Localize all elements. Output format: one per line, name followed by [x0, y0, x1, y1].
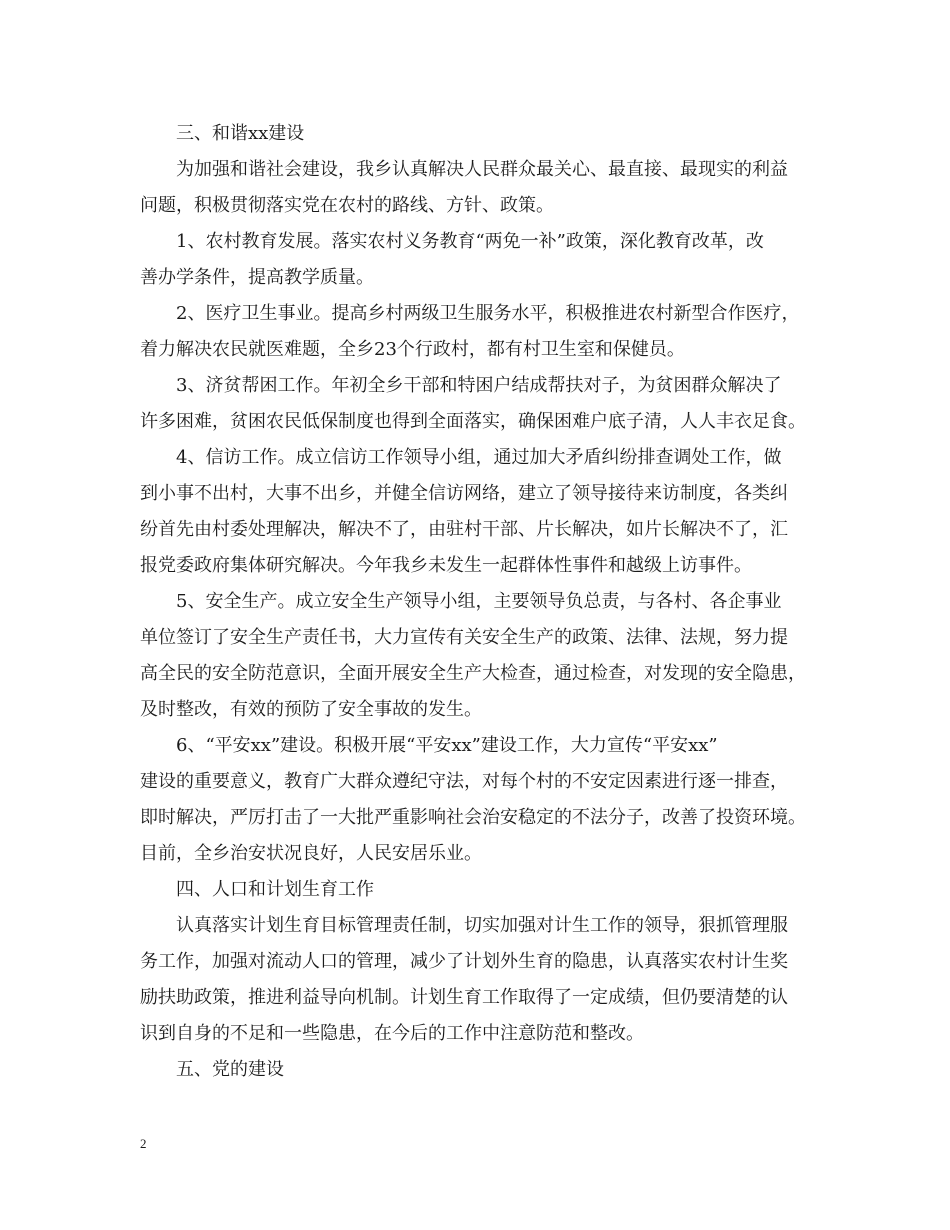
paragraph-line: 目前，全乡治安状况良好，人民安居乐业。	[140, 843, 482, 864]
paragraph-line: 高全民的安全防范意识，全面开展安全生产大检查，通过检查，对发现的安全隐患，	[140, 663, 806, 684]
paragraph-first-line: 三、和谐xx建设	[176, 123, 305, 144]
paragraph-line: 善办学条件，提高教学质量。	[140, 267, 374, 288]
paragraph-first-line: 认真落实计划生育目标管理责任制，切实加强对计生工作的领导，狠抓管理服	[176, 915, 788, 936]
paragraph-line: 建设的重要意义，教育广大群众遵纪守法，对每个村的不安定因素进行逐一排查，	[140, 771, 788, 792]
paragraph-line: 到小事不出村，大事不出乡，并健全信访网络，建立了领导接待来访制度，各类纠	[140, 483, 788, 504]
paragraph-line: 务工作，加强对流动人口的管理，减少了计划外生育的隐患，认真落实农村计生奖	[140, 951, 788, 972]
paragraph-first-line: 5、安全生产。成立安全生产领导小组，主要领导负总责，与各村、各企事业	[176, 591, 782, 612]
paragraph-first-line: 6、“平安xx”建设。积极开展“平安xx”建设工作，大力宣传“平安xx”	[176, 735, 718, 756]
paragraph-line: 许多困难，贫困农民低保制度也得到全面落实，确保困难户底子清，人人丰衣足食。	[140, 411, 806, 432]
paragraph-line: 单位签订了安全生产责任书，大力宣传有关安全生产的政策、法律、法规，努力提	[140, 627, 788, 648]
paragraph-first-line: 为加强和谐社会建设，我乡认真解决人民群众最关心、最直接、最现实的利益	[176, 159, 788, 180]
paragraph-line: 及时整改，有效的预防了安全事故的发生。	[140, 699, 482, 720]
paragraph-line: 报党委政府集体研究解决。今年我乡未发生一起群体性事件和越级上访事件。	[140, 555, 752, 576]
paragraph-first-line: 3、济贫帮困工作。年初全乡干部和特困户结成帮扶对子，为贫困群众解决了	[176, 375, 782, 396]
paragraph-line: 即时解决，严厉打击了一大批严重影响社会治安稳定的不法分子，改善了投资环境。	[140, 807, 806, 828]
paragraph-first-line: 四、人口和计划生育工作	[176, 879, 374, 900]
document-body	[140, 116, 830, 1088]
page-number: 2	[140, 1136, 147, 1151]
paragraph-first-line: 1、农村教育发展。落实农村义务教育“两免一补”政策，深化教育改革，改	[176, 231, 764, 252]
paragraph-first-line: 2、医疗卫生事业。提高乡村两级卫生服务水平，积极推进农村新型合作医疗，	[176, 303, 800, 324]
paragraph-first-line: 五、党的建设	[176, 1059, 284, 1080]
paragraph-line: 着力解决农民就医难题，全乡23个行政村，都有村卫生室和保健员。	[140, 339, 685, 360]
paragraph-line: 励扶助政策，推进利益导向机制。计划生育工作取得了一定成绩，但仍要清楚的认	[140, 987, 788, 1008]
paragraph-first-line: 4、信访工作。成立信访工作领导小组，通过加大矛盾纠纷排查调处工作，做	[176, 447, 782, 468]
paragraph-line: 纷首先由村委处理解决，解决不了，由驻村干部、片长解决，如片长解决不了，汇	[140, 519, 788, 540]
paragraph-line: 识到自身的不足和一些隐患，在今后的工作中注意防范和整改。	[140, 1023, 644, 1044]
paragraph-line: 问题，积极贯彻落实党在农村的路线、方针、政策。	[140, 195, 554, 216]
